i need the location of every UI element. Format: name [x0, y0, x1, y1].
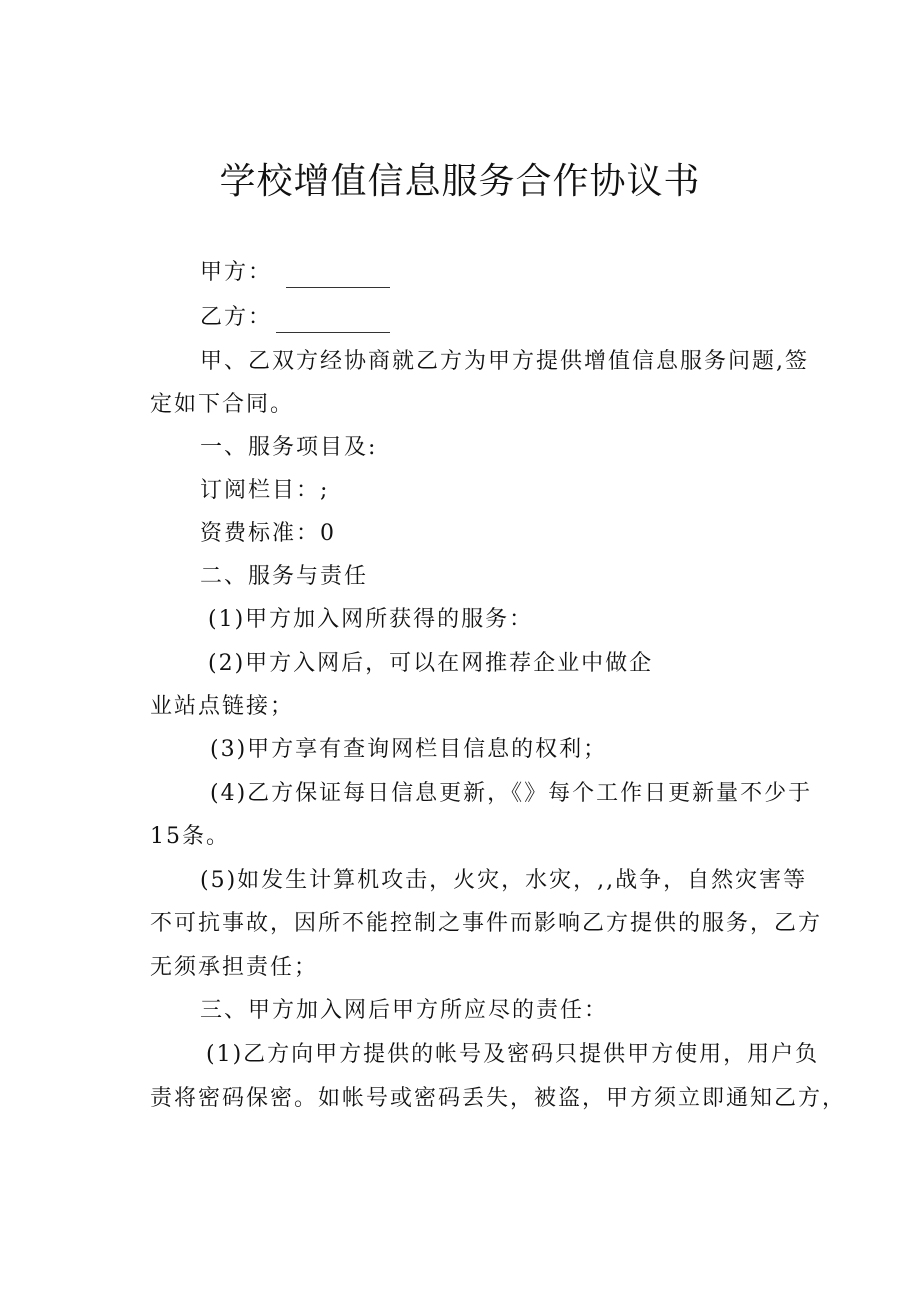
- clause-line: 责将密码保密。如帐号或密码丢失，被盗，甲方须立即通知乙方，: [150, 1086, 847, 1111]
- clause-line: (3)甲方享有查询网栏目信息的权利；: [210, 737, 608, 762]
- party-b-line: [200, 303, 390, 333]
- section-heading: 三、甲方加入网后甲方所应尽的责任：: [200, 998, 609, 1023]
- party-a-line: [200, 258, 390, 288]
- intro-paragraph-line: 甲、乙双方经协商就乙方为甲方提供增值信息服务问题,签: [200, 349, 809, 374]
- clause-line: (1)乙方向甲方提供的帐号及密码只提供甲方使用，用户负: [206, 1042, 820, 1067]
- clause-line: 业站点链接；: [150, 694, 295, 719]
- section-heading: 二、服务与责任: [200, 564, 369, 589]
- intro-paragraph-line: 定如下合同。: [150, 392, 295, 417]
- clause-line: 资费标准：0: [200, 521, 336, 546]
- section-heading: 一、服务项目及:: [200, 435, 378, 460]
- clause-line: (5)如发生计算机攻击，火灾，水灾，,,战争，自然灾害等: [200, 868, 808, 893]
- clause-line: 15条。: [150, 824, 230, 849]
- clause-line: (2)甲方入网后，可以在网推荐企业中做企: [208, 651, 654, 676]
- clause-line: 无须承担责任；: [150, 955, 319, 980]
- clause-line: (4)乙方保证每日信息更新，《》每个工作日更新量不少于: [210, 781, 813, 806]
- clause-line: 订阅栏目：;: [200, 478, 330, 503]
- page-title: 学校增值信息服务合作协议书: [219, 161, 701, 202]
- clause-line: (1)甲方加入网所获得的服务：: [208, 607, 534, 632]
- party-a-label: 甲方：: [200, 260, 273, 285]
- party-b-blank: [276, 312, 390, 333]
- party-b-label: 乙方：: [200, 305, 273, 330]
- clause-line: 不可抗事故，因所不能控制之事件而影响乙方提供的服务，乙方: [150, 911, 823, 936]
- party-a-blank: [286, 267, 390, 288]
